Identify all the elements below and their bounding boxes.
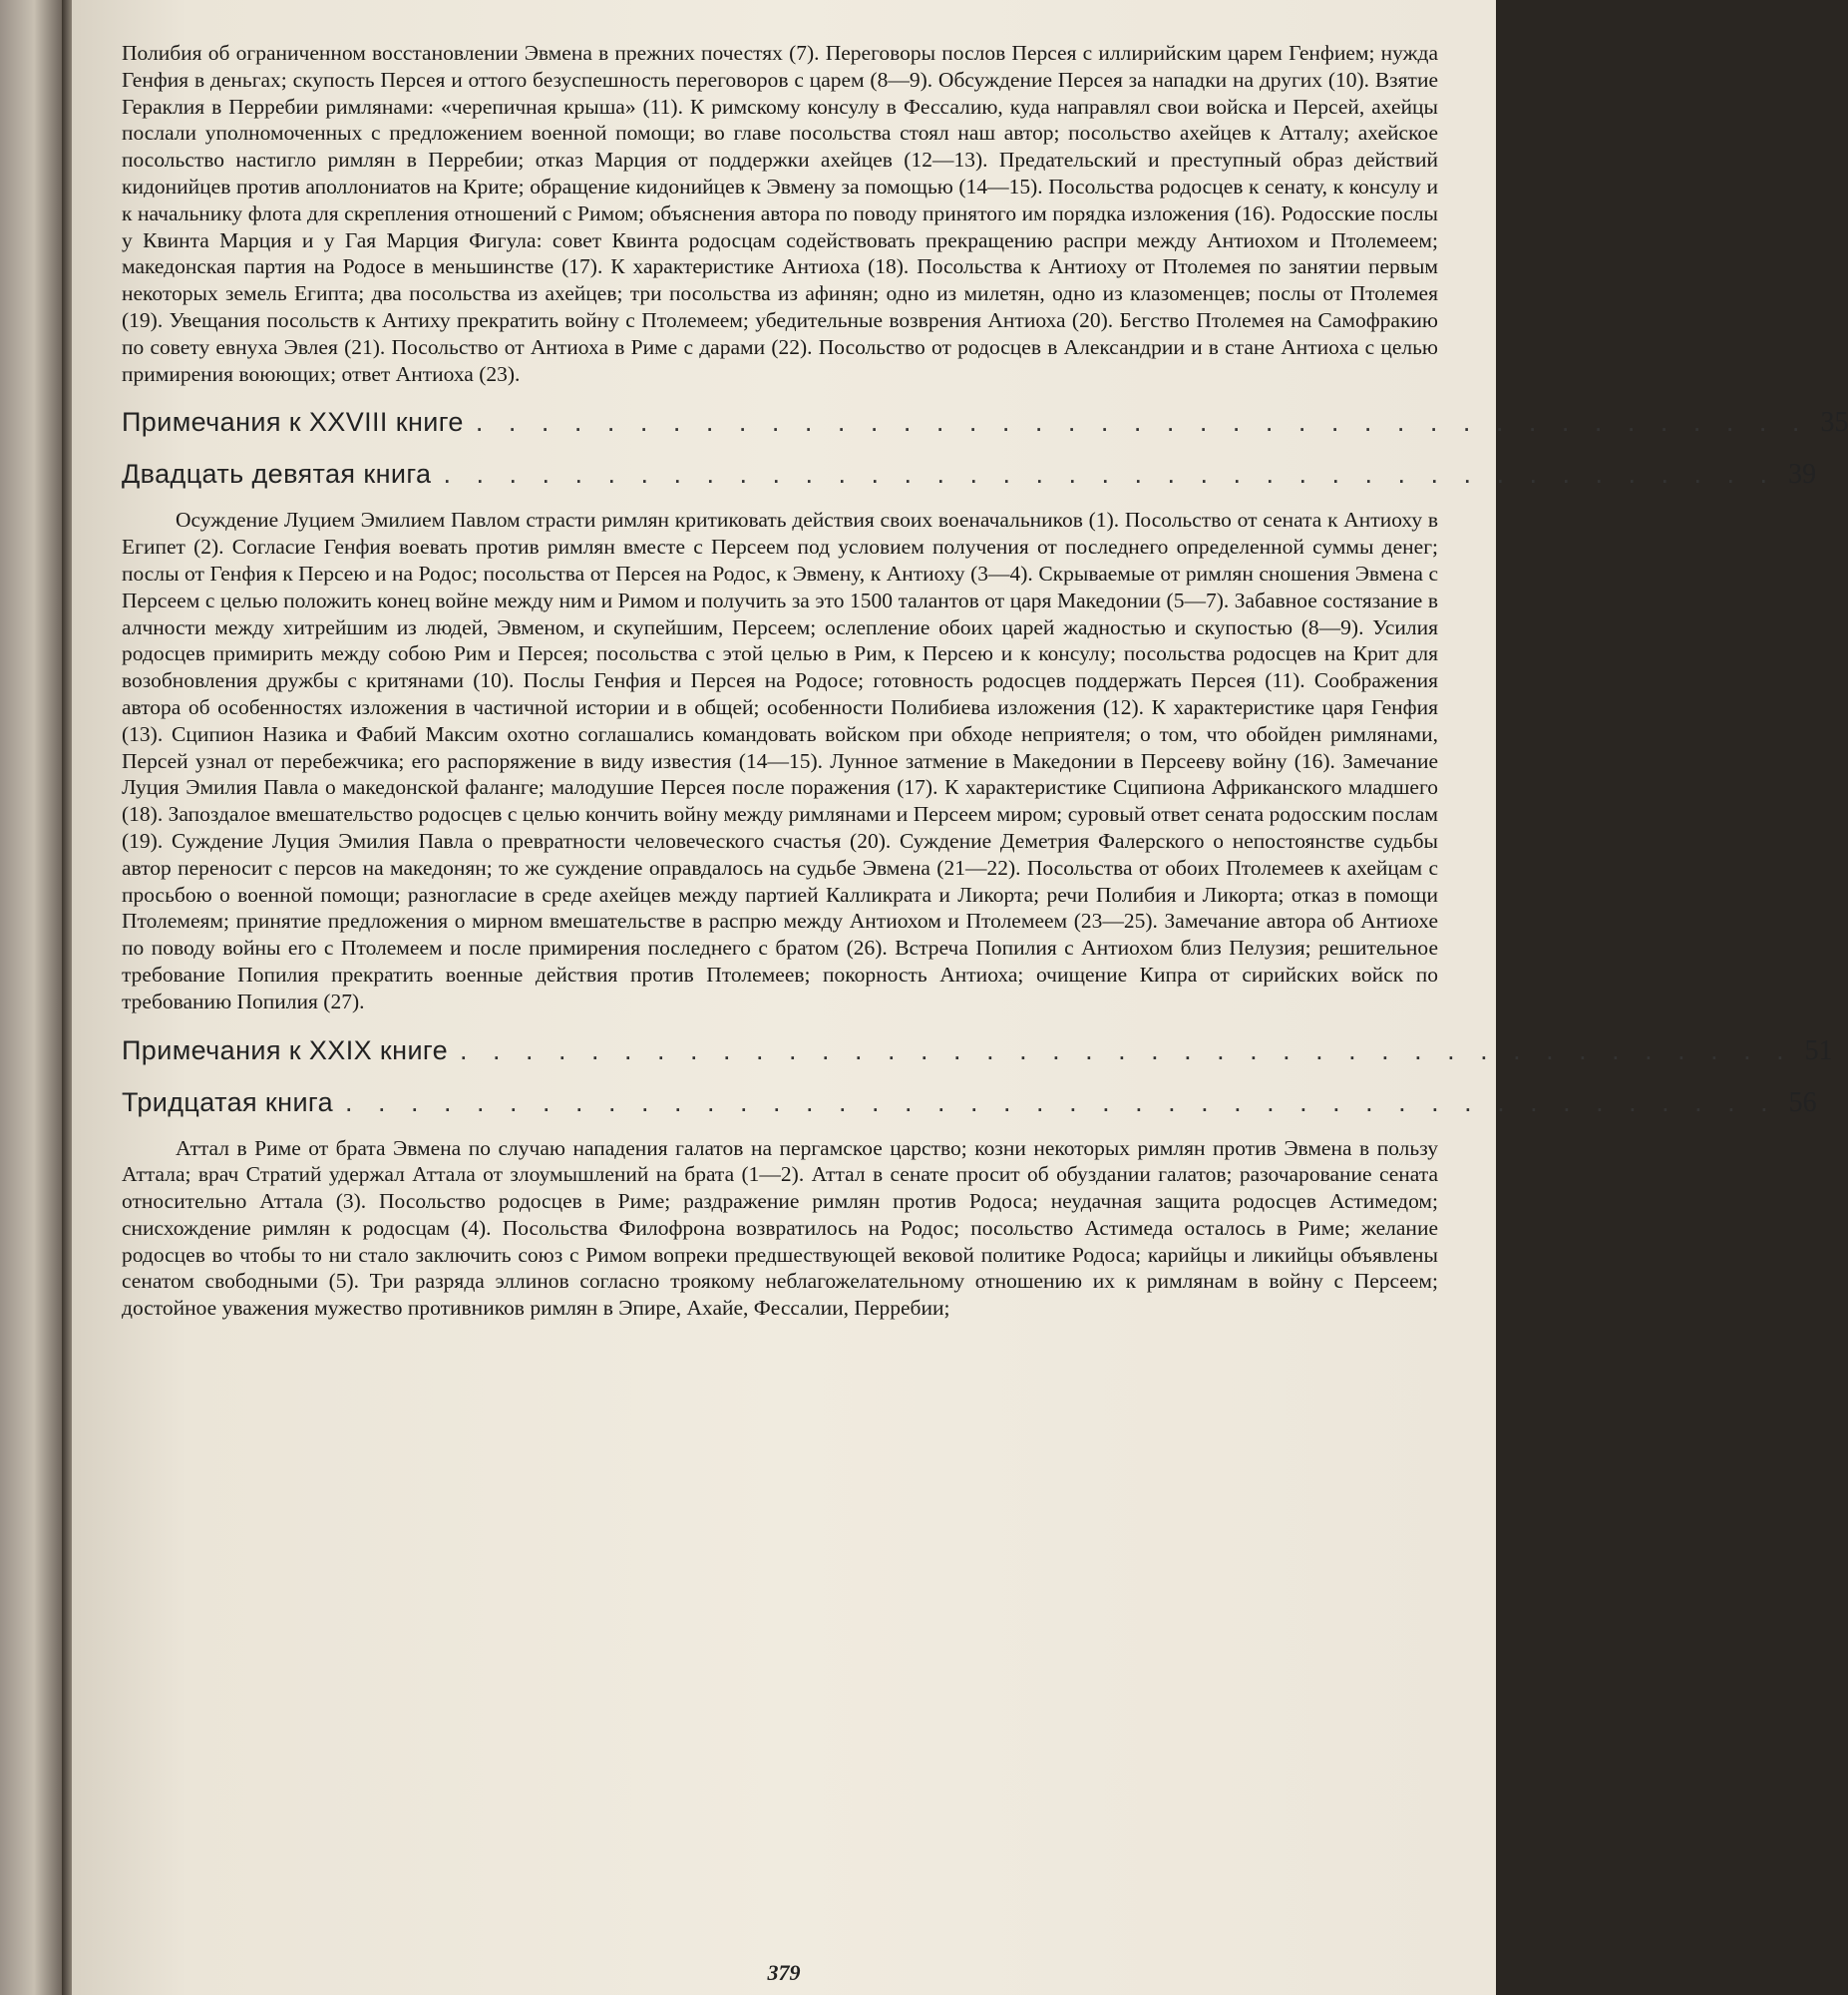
page-number: 379 <box>767 1960 801 1985</box>
toc-leader-dots: . . . . . . . . . . . . . . . . . . . . . . . . . . . . . . . . . . . . . . . . . . . . <box>345 1086 1777 1117</box>
toc-entry-book-30[interactable] <box>122 1086 1817 1119</box>
book-29-summary: Осуждение Луцием Эмилием Павлом страсти римлян критиковать действия своих военачальников (1). Посольство от сената к Антиоху в Египет (2). Согласие Генфия воевать против римлян вместе с Персеем под условием получения от последнего определенной суммы денег; послы от Генфия к Персею и на Родос; посольства от Персея на Родос, к Эвмену, к Антиоху (3—4). Скрываемые от римлян сношения Эвмена с Персеем с целью положить конец войне между ним и Римом и получить за это 1500 талантов от царя Македонии (5—7). Забавное состязание в алчности между хитрейшим из людей, Эвменом, и скупейшим, Персеем; ослепление обоих царей жадностью и скупостью (8—9). Усилия родосцев примирить между собою Рим и Персея; посольства с этой целью в Рим, к Персею и к консулу; посольства родосцев на Крит для возобновления дружбы с критянами (10). Послы Генфия и Персея на Родосе; готовность родосцев поддержать Персея (11). Соображения автора об особенностях изложения в частичной истории и в общей; особенности Полибиева изложения (12). К характеристике царя Генфия (13). Сципион Назика и Фабий Максим охотно соглашались командовать войском при обходе неприятеля; о том, что обойден римлянами, Персей узнал от перебежчика; его распоряжение в виду известия (14—15). Лунное затмение в Македонии в Персееву войну (16). Замечание Луция Эмилия Павла о македонской фаланге; малодушие Персея после поражения (17). К характеристике Сципиона Африканского младшего (18). Запоздалое вмешательство родосцев с целью кончить войну между римлянами и Персеем миром; суровый ответ сената родосским послам (19). Суждение Луция Эмилия Павла о превратности человеческого счастья (20). Суждение Деметрия Фалерского о непостоянстве судьбы автор переносит с персов на македонян; то же суждение оправдалось на судьбе Эвмена (21—22). Посольства от обоих Птолемеев к ахейцам с просьбою о военной помощи; разногласие в среде ахейцев между партией Калликрата и Ликорта; речи Полибия и Ликорта; отказ в помощи Птолемеям; принятие предложения о мирном вмешательстве в распрю между Антиохом и Птолемеем (23—25). Замечание автора об Антиохе по поводу войны его с Птолемеем и после примирения последнего с братом (26). Встреча Попилия с Антиохом близ Пелузия; решительное требование Попилия прекратить военные действия против Птолемеев; покорность Антиоха; очищение Кипра от сирийских войск по требованию Попилия (27). <box>122 508 1438 1013</box>
toc-entry-title: Тридцатая книга <box>122 1086 333 1117</box>
toc-entry-title: Примечания к XXVIII книге <box>122 407 464 438</box>
book-page <box>72 0 1848 1995</box>
toc-entry-book-29[interactable] <box>122 459 1817 491</box>
toc-entry-notes-29[interactable] <box>122 1034 1833 1067</box>
toc-entry-title: Двадцать девятая книга <box>122 459 432 490</box>
toc-entry-notes-28[interactable] <box>122 407 1848 439</box>
book-30-summary: Аттал в Риме от брата Эвмена по случаю нападения галатов на пергамское царство; козни некоторых римлян против Эвмена в пользу Аттала; врач Стратий удержал Аттала от злоумышлений на брата (1—2). Аттал в сенате просит об обуздании галатов; разочарование сената относительно Аттала (3). Посольство родосцев в Риме; раздражение римлян против Родоса; неудачная защита родосцев Астимедом; снисхождение римлян к родосцам (4). Посольства Филофрона возвратилось на Родос; посольство Астимеда осталось в Риме; желание родосцев во чтобы то ни стало заключить союз с Римом вопреки предшествующей вековой политике Родоса; карийцы и ликийцы объявлены сенатом свободными (5). Три разряда эллинов согласно троякому неблагожелательному отношению их к римлянам в войну с Персеем; достойное уважения мужество противников римлян в Эпире, Ахайе, Фессалии, Перребии; <box>122 1135 1438 1321</box>
book-gutter <box>62 0 72 1995</box>
facing-page-edge <box>0 0 62 1995</box>
intro-paragraph: Полибия об ограниченном восстановлении Эвмена в прежних почестях (7). Переговоры послов Персея с иллирийским царем Генфием; нужда Генфия в деньгах; скупость Персея и оттого безуспешность переговоров с царем (8—9). Обсуждение Персея за нападки на других (10). Взятие Гераклия в Перребии римлянами: «черепичная крыша» (11). К римскому консулу в Фессалию, куда направлял свои войска и Персей, ахейцы послали уполномоченных с предложением военной помощи; во главе посольства стоял наш автор; посольство ахейцев к Атталу; ахейское посольство настигло римлян в Перребии; отказ Марция от поддержки ахейцев (12—13). Предательский и преступный образ действий кидонийцев против аполлониатов на Крите; обращение кидонийцев к Эвмену за помощью (14—15). Посольства родосцев к сенату, к консулу и к начальнику флота для скрепления отношений с Римом; объяснения автора по поводу принятого им порядка изложения (16). Родосские послы у Квинта Марция и у Гая Марция Фигула: совет Квинта родосцам содействовать прекращению распри между Антиохом и Птолемеем; македонская партия на Родосе в меньшинстве (17). К характеристике Антиоха (18). Посольства к Антиоху от Птолемея по занятии первым некоторых земель Египта; два посольства из ахейцев; три посольства из афинян; одно из милетян, одно из клазоменцев; послы от Птолемея (19). Увещания посольств к Антиху прекратить войну с Птолемеем; убедительные возврения Антиоха (20). Бегство Птолемея на Самофракию по совету евнуха Эвлея (21). Посольство от Антиоха в Риме с дарами (22). Посольство от родосцев в Александрии и в стане Антиоха с целью примирения воюющих; ответ Антиоха (23). <box>122 41 1438 386</box>
toc-leader-dots: . . . . . . . . . . . . . . . . . . . . . . . . . . . . . . . . . . . . . . . . . <box>475 407 1809 438</box>
toc-leader-dots: . . . . . . . . . . . . . . . . . . . . . . . . . . . . . . . . . . . . . . . . . <box>460 1034 1793 1065</box>
toc-page-number: 39 <box>1788 459 1817 491</box>
toc-page-number: 51 <box>1804 1034 1833 1066</box>
toc-entry-title: Примечания к XXIX книге <box>122 1034 449 1065</box>
toc-leader-dots: . . . . . . . . . . . . . . . . . . . . . . . . . . . . . . . . . . . . . . . . . <box>443 459 1777 490</box>
toc-page-number: 56 <box>1788 1086 1817 1118</box>
toc-page-number: 35 <box>1820 407 1848 439</box>
